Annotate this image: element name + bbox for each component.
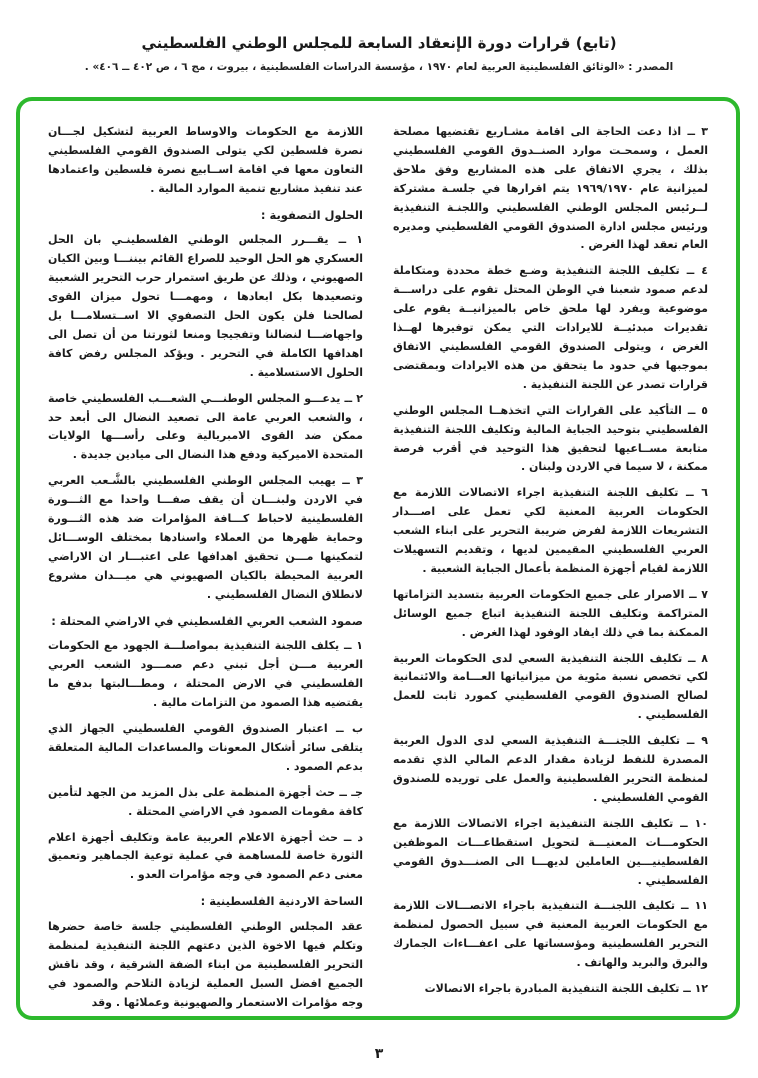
source-citation: المصدر : «الوثائق الفلسطينية العربية لعام ١٩٧٠ ، مؤسسة الدراسات الفلسطينية ، بيروت ، مج ٦ ، ص ٤٠٢ ــ ٤٠٦» .: [84, 61, 674, 73]
resolution-paragraph: عقد المجلس الوطني الفلسطيني جلسة خاصة حضرها وتكلم فيها الاخوة الذين دعتهم اللجنة التنفيذية لمنظمة التحرير الفلسطينية من ابناء الضفة الشرقية ، وقد ناقش الجميع افضل السبل العملية لزيادة التلاحم والصمود في وجه مؤامرات الاستعمار والصهيونية وعملائها . وقد: [48, 920, 363, 1009]
resolution-paragraph: ٩ ــ تكليف اللجنـــة التنفيذية السعي لدى الدول العربية المصدرة للنفط لزيادة مقدار الدعم المالي الذي تقدمه لمنظمة التحرير الفلسطينية والعمل على توريده للصندوق القومي الفلسطيني .: [393, 734, 708, 804]
resolution-paragraph: جـ ــ حث أجهزة المنظمة على بذل المزيد من الجهد لتأمين كافة مقومات الصمود في الاراضي المحتلة .: [48, 785, 363, 818]
left-column: [48, 123, 363, 1009]
resolution-paragraph: ٨ ــ تكليف اللجنة التنفيذية السعي لدى الحكومات العربية لكي تخصص نسبة مئوية من ميزانياتها العـــامة والائتمانية لصالح الصندوق القومي الفلسطيني كمورد ثابت للعمل الفلسطيني .: [393, 651, 708, 722]
resolution-paragraph: ١٢ ــ تكليف اللجنة التنفيذية المبادرة باجراء الاتصالات: [424, 982, 708, 996]
two-column-text: [48, 123, 708, 1009]
green-border-frame: [16, 97, 740, 1020]
section-heading: صمود الشعب العربي الفلسطيني في الاراضي المحتلة :: [51, 613, 363, 628]
document-title: (تابع) قرارات دورة الإنعقاد السابعة للمجلس الوطني الفلسطيني: [141, 34, 617, 52]
resolution-paragraph: ٣ ــ يهيب المجلس الوطني الفلسطيني بالشَّـعب العربي في الاردن ولبنـــان أن يقف صفـــا واحدا مع الثـــورة الفلسطينية لاحباط كـــافة المؤامرات ضد هذه الثـــورة وحماية ظهرها من العملاء واسنادها بمختلف الوســـائل لتمكينها مـــن تحقيق اهدافها على اعتبـــار ان الاراضي العربية المحيطة بالكيان الصهيوني هي ميـــدان مشروع لانطلاق النضال الفلسطيني .: [48, 474, 363, 601]
resolution-paragraph: ١٠ ــ تكليف اللجنة التنفيذية اجراء الاتصالات اللازمة مع الحكومـــات المعنيـــة لتحويل استقطاعـــات الموظفين الفلسطينيـــين العاملين لديهـــا الى الصنـــدوق القومي الفلسطيني .: [393, 816, 708, 887]
resolution-paragraph: ١ ــ يكلف اللجنة التنفيذية بمواصلـــة الجهود مع الحكومات العربية مـــن أجل تبني دعم صمـــود الشعب العربي الفلسطيني في الارض المحتلة ، ومطـــالبتها بدفع ما يقتضيه هذا الصمود من التزامات مالية .: [48, 639, 363, 710]
resolution-paragraph: ٧ ــ الاصرار على جميع الحكومات العربية بتسديد التزاماتها المتراكمة وتكليف اللجنة التنفيذية اتباع جميع الوسائل الممكنة بما في ذلك ايفاد الوفود لهذا الغرض .: [393, 587, 708, 639]
section-heading: الساحة الاردنية الفلسطينية :: [200, 894, 363, 909]
page-number: ٣: [374, 1046, 384, 1062]
resolution-paragraph: ٤ ــ تكليف اللجنة التنفيذية وضـع خطة محددة ومتكاملة لدعم صمود شعبنا في الوطن المحتل تقوم على دراســـة موضوعية ويفرد لها ملحق خاص بالميزانيــة يقوم على تقديرات مبدئيــة للايرادات التي يمكن توفيرها لهــذا الغرض ، ويتولى الصندوق القومي الفلسطيني الاتفاق بموجبها في حدود ما يتحقق من هذه الايرادات وبمقتضى قرارات تصدر عن اللجنة التنفيذية .: [393, 264, 708, 391]
resolution-paragraph: ١ ــ يقـــرر المجلس الوطني الفلسطينـي بان الحل العسكري هو الحل الوحيد للصراع القائم بيننـــا وبين الكيان الصهيوني ، وذلك عن طريق استمرار حرب التحرير الشعبية وتصعيدها بكل ابعادها ، ومهمـــا تحول ميزان القوى لصالحنا فلن يكون الحل التصفوي الا اســتسلامـــا بل واجهاضـــا لنضالنا وتفجيجا ومنعا لثورتنا من أن تصل الى اهدافها الكاملة في التحرير . ويؤكد المجلس رفض كافة الحلول الاستسلامية .: [48, 233, 363, 379]
resolution-paragraph: ١١ ــ تكليف اللجنـــة التنفيذية باجراء الاتصـــالات اللازمة مع الحكومات العربية المعنية في سبيل الحصول لمنظمة التحرير الفلسطينية ومؤسساتها على اعفـــاءات الجمارك والبرق والبريد والهاتف .: [393, 899, 708, 970]
resolution-paragraph: ٦ ــ تكليف اللجنة التنفيذية اجراء الاتصالات اللازمة مع الحكومات العربية المعنية لكي تعمل على اصـــدار التشريعات اللازمة لفرض ضريبة التحرير على ابناء الشعب العربي الفلسطيني المقيمين لديها ، وتقديم التسهيلات اللازمة لقيام أجهزة المنظمة بأعمال الجباية الشعبية .: [393, 486, 708, 575]
section-heading: الحلول التصفوية :: [260, 207, 363, 222]
resolution-paragraph: اللازمة مع الحكومات والاوساط العربية لتشكيل لجـــان نصرة فلسطين لكي يتولى الصندوق القومي الفلسطيني التعاون معها في اقامة اســابيع نصرة فلسطين واعتمادها عند تنفيذ مشاريع تنمية الموارد المالية .: [48, 125, 363, 195]
resolution-paragraph: ٣ ــ اذا دعت الحاجة الى اقامة مشـاريع تقتضيها مصلحة العمل ، وسمحـت موارد الصنــدوق القومي الفلسطيني بذلك ، يجري الاتفاق على هذه المشاريع وفق ملاحق لميزانية عام ١٩٦٩/١٩٧٠ يتم اقرارها في جلسـة مشتركة لــرئيس المجلس الوطني الفلسطيني واللجنـة التنفيذية ورئيس مجلس ادارة الصندوق القومي الفلسطيني ومديره العام تعقد لهذا الغرض .: [393, 125, 708, 252]
resolution-paragraph: ب ــ اعتبار الصندوق القومي الفلسطيني الجهاز الذي يتلقى سائر أشكال المعونات والمساعدات المالية المتعلقة بدعم الصمود .: [48, 722, 363, 773]
resolution-paragraph: د ــ حث أجهزة الاعلام العربية عامة وتكليف أجهزة اعلام الثورة خاصة للمساهمة في عملية توعية الجماهير وتعميق معنى دعم الصمود في وجه مؤامرات العدو .: [48, 830, 363, 882]
resolution-paragraph: ٢ ــ يدعـــو المجلس الوطنـــي الشعـــب الفلسطيني خاصة ، والشعب العربي عامة الى تصعيد النضال الى أبعد حد ممكن ضد القوى الامبريالية وعلى رأســـها الولايات المتحدة الاميركية ودفع هذا النضال الى ميادين جديدة .: [48, 391, 363, 462]
right-column: [393, 123, 708, 998]
page-header: [0, 0, 758, 73]
resolution-paragraph: ٥ ــ التأكيد على القرارات التي اتخذهــا المجلس الوطني الفلسطيني بتوحيد الجباية المالية وتكليف اللجنة التنفيذية متابعة مســاعيها لتحقيق هذا التوحيد في أقرب فرصة ممكنة ، لا سيما في الاردن ولبنان .: [393, 403, 708, 474]
